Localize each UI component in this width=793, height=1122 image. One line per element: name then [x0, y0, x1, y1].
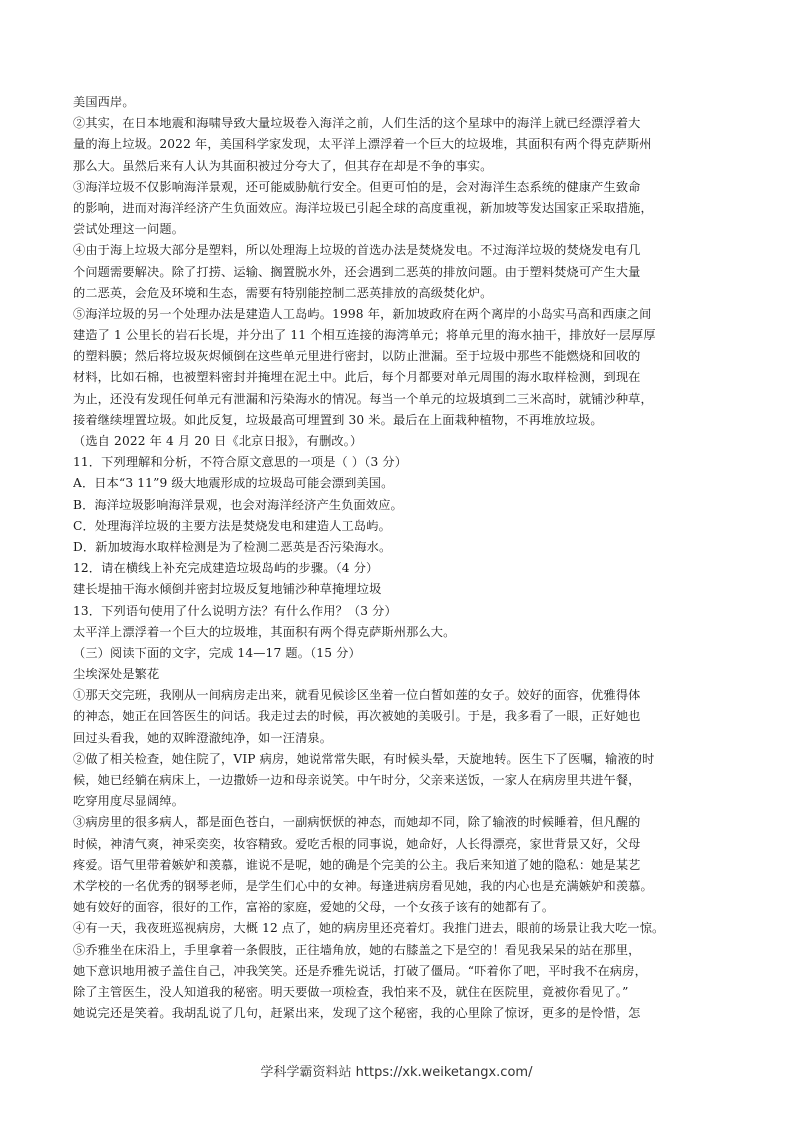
text-line: 的塑料膜；然后将垃圾灰烬倾倒在这些单元里进行密封，以防止泄漏。至于垃圾中那些不能燃烧和回收的: [73, 349, 641, 364]
text-line: 接着继续埋置垃圾。如此反复，垃圾最高可埋置到 30 米。最后在上面栽种植物，不再堆放垃圾。: [73, 412, 603, 427]
text-line: ⑤乔雅坐在床沿上，手里拿着一条假肢，正往墙角放，她的右膝盖之下是空的！看见我呆呆的站在那里，: [73, 942, 641, 957]
text-line: 太平洋上漂浮着一个巨大的垃圾堆，其面积有两个得克萨斯州那么大。: [73, 624, 456, 639]
text-line: （三）阅读下面的文字，完成 14—17 题。（15 分）: [73, 645, 361, 660]
text-line: 13．下列语句使用了什么说明方法？有什么作用？（3 分）: [73, 603, 397, 618]
text-line: C．处理海洋垃圾的主要方法是焚烧发电和建造人工岛屿。: [73, 518, 391, 533]
text-line: 除了主管医生，没人知道我的秘密。明天要做一项检查，我怕来不及，就住在医院里，竟被你看见了。”: [73, 984, 629, 999]
document-body: [73, 92, 723, 1024]
text-line: 尘埃深处是繁花: [73, 667, 160, 682]
text-line: 量的海上垃圾。2022 年，美国科学家发现，太平洋上漂浮着一个巨大的垃圾堆，其面积有两个得克萨斯州: [73, 137, 652, 152]
text-line: 候，她已经躺在病床上，一边撒娇一边和母亲说笑。中午时分，父亲来送饭，一家人在病房里共进午餐，: [73, 773, 641, 787]
text-line: 建造了 1 公里长的岩石长堤，并分出了 11 个相互连接的海湾单元；将单元里的海水抽干，排放好一层厚厚: [73, 328, 656, 343]
text-line: 她有姣好的面容，很好的工作，富裕的家庭，爱她的父母，一个女孩子该有的她都有了。: [73, 900, 555, 915]
text-line: 建长堤抽干海水倾倒并密封垃圾反复地铺沙种草掩埋垃圾: [73, 582, 382, 597]
text-line: 术学校的一名优秀的钢琴老师，是学生们心中的女神。每逢进病房看见她，我的内心也是充满嫉妒和羡慕。: [73, 878, 653, 893]
text-line: 时候，神清气爽，神采奕奕，妆容精致。爱吃舌根的同事说，她命好，人长得漂亮，家世背景又好，父母: [73, 836, 641, 851]
text-line: 个问题需要解决。除了打捞、运输、搁置脱水外，还会遇到二恶英的排放问题。由于塑料焚烧可产生大量: [73, 264, 641, 279]
text-line: 11．下列理解和分析，不符合原文意思的一项是（ ）（3 分）: [73, 455, 408, 470]
text-line: A．日本“3 11”9 级大地震形成的垃圾岛可能会漂到美国。: [73, 476, 394, 491]
text-line: 12．请在横线上补充完成建造垃圾岛屿的步骤。（4 分）: [73, 561, 379, 576]
text-line: D．新加坡海水取样检测是为了检测二恶英是否污染海水。: [73, 539, 392, 554]
text-line: 尝试处理这一问题。: [73, 222, 185, 237]
text-line: B．海洋垃圾影响海洋景观，也会对海洋经济产生负面效应。: [73, 497, 403, 512]
text-line: 那么大。虽然后来有人认为其面积被过分夸大了，但其存在却是不争的事实。: [73, 158, 493, 173]
text-line: 吃穿用度尽显阔绰。: [73, 794, 185, 809]
text-line: ③病房里的很多病人，都是面色苍白，一副病恹恹的神态，而她却不同，除了输液的时候睡着，但凡醒的: [73, 815, 641, 830]
text-line: ③海洋垃圾不仅影响海洋景观，还可能威胁航行安全。但更可怕的是，会对海洋生态系统的健康产生致命: [73, 179, 641, 194]
text-line: 回过头看我，她的双眸澄澈纯净，如一汪清泉。: [73, 730, 333, 745]
text-line: （选自 2022 年 4 月 20 日《北京日报》，有删改。）: [73, 434, 363, 448]
text-line: 疼爱。语气里带着嫉妒和羡慕，谁说不是呢，她的确是个完美的公主。我后来知道了她的隐私：她是某艺: [73, 857, 641, 872]
footer-watermark: 学科学霸资料站 https://xk.weiketangx.com/: [260, 1065, 533, 1080]
text-line: 她说完还是笑着。我胡乱说了几句，赶紧出来，发现了这个秘密，我的心里除了惊讶，更多的是怜惜，怎: [73, 1006, 641, 1021]
text-line: 的影响，进而对海洋经济产生负面效应。海洋垃圾已引起全球的高度重视，新加坡等发达国家正采取措施，: [73, 200, 653, 215]
text-line: 材料，比如石棉，也被塑料密封并掩埋在泥土中。此后，每个月都要对单元周围的海水取样检测，到现在: [73, 370, 641, 385]
text-line: ④由于海上垃圾大部分是塑料，所以处理海上垃圾的首选办法是焚烧发电。不过海洋垃圾的焚烧发电有几: [73, 243, 641, 258]
text-line: 美国西岸。: [73, 95, 135, 109]
text-line: ⑤海洋垃圾的另一个处理办法是建造人工岛屿。1998 年，新加坡政府在两个离岸的小岛实马高和西康之间: [73, 306, 652, 321]
text-line: 的神态，她正在回答医生的问话。我走过去的时候，再次被她的美吸引。于是，我多看了一眼，正好她也: [73, 709, 641, 724]
text-line: ④有一天，我夜班巡视病房，大概 12 点了，她的病房里还亮着灯。我推门进去，眼前的场景让我大吃一惊。: [73, 921, 665, 936]
text-line: 的二恶英，会危及环境和生态，需要有特别能控制二恶英排放的高级焚化炉。: [73, 285, 493, 300]
text-line: ②做了相关检查，她住院了，VIP 病房，她说常常失眠，有时候头晕，天旋地转。医生下了医嘱，输液的时: [73, 751, 655, 766]
text-line: ①那天交完班，我刚从一间病房走出来，就看见候诊区坐着一位白皙如莲的女子。姣好的面容，优雅得体: [73, 688, 641, 703]
text-line: 为止，还没有发现任何单元有泄漏和污染海水的情况。每当一个单元的垃圾填到二三米高时，就铺沙种草，: [73, 391, 653, 406]
text-line: ②其实，在日本地震和海啸导致大量垃圾卷入海洋之前，人们生活的这个星球中的海洋上就已经漂浮着大: [73, 116, 641, 131]
text-line: 她下意识地用被子盖住自己，冲我笑笑。还是乔雅先说话，打破了僵局。“吓着你了吧，平时我不在病房，: [73, 963, 647, 978]
